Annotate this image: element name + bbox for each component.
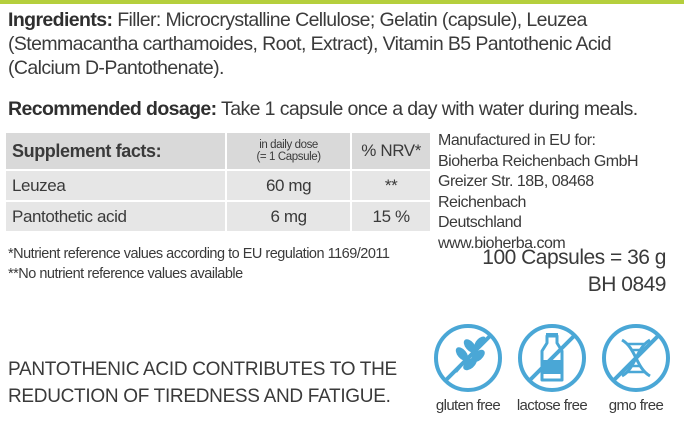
facts-cell-dose: 6 mg (226, 201, 351, 232)
free-from-badges (426, 322, 684, 432)
package-info (482, 244, 666, 298)
supplement-facts-table (4, 131, 432, 233)
ingredients-label: Ingredients: (8, 9, 113, 31)
gluten-free-badge (426, 322, 510, 414)
dosage-label: Recommended dosage: (8, 98, 217, 120)
facts-cell-name: Leuzea (5, 170, 226, 201)
manufacturer-name: Bioherba Reichenbach GmbH (438, 152, 639, 170)
facts-cell-nrv: ** (351, 170, 431, 201)
gmo-free-badge (594, 322, 678, 414)
badge-label: gluten free (435, 397, 501, 414)
footnotes (8, 244, 438, 284)
facts-header-name: Supplement facts: (5, 132, 226, 170)
wheat-icon (432, 322, 504, 394)
health-claim-line: PANTOTHENIC ACID CONTRIBUTES TO THE (8, 359, 397, 380)
package-contents: 100 Capsules = 36 g (482, 246, 666, 269)
badge-label: gmo free (608, 397, 664, 414)
dna-icon (600, 322, 672, 394)
package-code: BH 0849 (587, 273, 666, 296)
facts-header-dose (226, 132, 351, 170)
manufacturer-website: www.bioherba.com (438, 234, 566, 252)
dosage-paragraph (8, 97, 678, 121)
table-row (5, 170, 431, 201)
milk-bottle-icon (516, 322, 588, 394)
ingredients-text: Filler: Microcrystalline Cellulose; Gelatin (capsule), Leuzea (Stemmacantha carthamoides, Root, Extract), Vitamin B5 Pantothenic Acid (Calcium D-Pantothenate). (8, 9, 612, 79)
manufacturer-address: Greizer Str. 18B, 08468 Reichenbach (438, 173, 594, 211)
manufacturer-line: Manufactured in EU for: (438, 132, 596, 149)
no-nrv-footnote: **No nutrient reference values available (8, 266, 243, 282)
ingredients-paragraph (8, 8, 678, 80)
facts-header-dose-line2: (= 1 Capsule) (256, 151, 321, 163)
table-row (5, 201, 431, 232)
facts-header-row (5, 132, 431, 170)
facts-header-nrv: % NRV* (351, 132, 431, 170)
manufacturer-info (438, 131, 682, 254)
lactose-free-badge (510, 322, 594, 414)
facts-cell-dose: 60 mg (226, 170, 351, 201)
facts-cell-nrv: 15 % (351, 201, 431, 232)
manufacturer-country: Deutschland (438, 214, 522, 231)
top-accent-bar (0, 0, 684, 4)
health-claim (8, 356, 428, 410)
health-claim-line: REDUCTION OF TIREDNESS AND FATIGUE. (8, 386, 391, 407)
nrv-footnote: *Nutrient reference values according to EU regulation 1169/2011 (8, 246, 390, 262)
dosage-text: Take 1 capsule once a day with water during meals. (216, 98, 638, 120)
badge-label: lactose free (516, 397, 588, 414)
facts-header-dose-line1: in daily dose (259, 139, 318, 151)
facts-cell-name: Pantothetic acid (5, 201, 226, 232)
